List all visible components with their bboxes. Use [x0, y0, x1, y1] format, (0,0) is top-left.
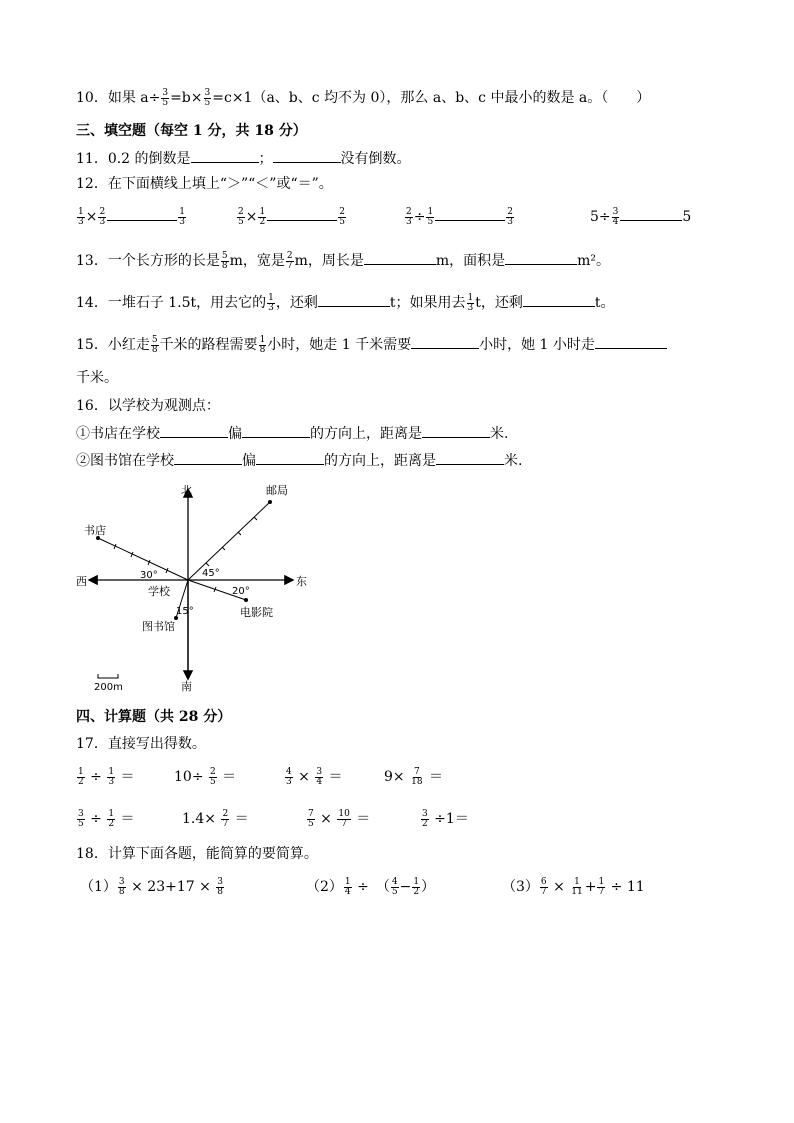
fraction: $\frac{3}{5}$	[204, 87, 211, 108]
answer-blank[interactable]	[160, 423, 228, 438]
map-label-bookstore: 书店	[84, 524, 106, 537]
calc-problem-2: （2） $\frac{1}{4}$ ÷ （ $\frac{4}{5}$ − $\frac{1}{2}$ ）	[306, 876, 436, 897]
calc-problem-3: （3） $\frac{6}{7}$ × $\frac{1}{11}$ + $\frac{1}{7}$ ÷ 11	[502, 876, 645, 897]
answer-blank[interactable]	[174, 450, 242, 465]
answer-blank[interactable]	[191, 148, 259, 163]
calc-item: $\frac{3}{5}$ ÷ $\frac{1}{2}$ ＝	[78, 808, 135, 829]
question-11: 11．0.2 的倒数是 ； 没有倒数。	[76, 148, 411, 169]
map-label-post-office: 邮局	[266, 484, 288, 497]
map-label-north: 北	[181, 484, 192, 497]
compare-expression-3: $\frac{2}{3}$ ÷ $\frac{1}{5}$ $\frac{2}{3}$	[406, 206, 513, 227]
question-13: 13．一个长方形的长是 $\frac{5}{8}$ m，宽是 $\frac{2}{7}$ m，周长是 m，面积是 m²。	[76, 250, 611, 271]
answer-blank[interactable]	[435, 206, 505, 221]
scale-bar	[98, 674, 118, 678]
scale-label: 200m	[94, 682, 123, 693]
angle-30: 30°	[140, 570, 158, 581]
post-office-ray	[188, 502, 270, 580]
question-15-cont: 千米。	[76, 370, 118, 386]
calc-item: 1.4× $\frac{2}{7}$ ＝	[182, 808, 249, 829]
question-17: 17．直接写出得数。	[76, 736, 206, 752]
section-3-heading: 三、填空题（每空 1 分，共 18 分）	[76, 123, 307, 139]
answer-blank[interactable]	[242, 423, 310, 438]
calc-item: 10÷ $\frac{2}{5}$ ＝	[174, 766, 237, 787]
angle-20: 20°	[232, 586, 250, 597]
answer-blank[interactable]	[256, 450, 324, 465]
compare-expression-4: 5÷ $\frac{3}{4}$ 5	[590, 206, 692, 227]
compare-expression-1: $\frac{1}{3}$ × $\frac{2}{3}$ $\frac{1}{3}$	[78, 206, 185, 227]
map-label-cinema: 电影院	[240, 606, 273, 619]
question-15: 15．小红走 $\frac{5}{8}$ 千米的路程需要 $\frac{1}{8}$ 小时，她走 1 千米需要 小时，她 1 小时走	[76, 334, 667, 355]
answer-blank[interactable]	[411, 334, 479, 349]
question-18: 18．计算下面各题，能简算的要简算。	[76, 846, 318, 862]
map-label-library: 图书馆	[142, 620, 175, 633]
calc-item: 9× $\frac{7}{18}$ ＝	[384, 766, 443, 787]
answer-blank[interactable]	[364, 250, 436, 265]
answer-blank[interactable]	[267, 206, 337, 221]
answer-blank[interactable]	[595, 334, 667, 349]
question-14: 14．一堆石子 1.5t，用去它的 $\frac{1}{3}$ ，还剩 t；如果用去 $\frac{1}{3}$ t，还剩 t。	[76, 292, 615, 313]
answer-blank[interactable]	[620, 206, 682, 221]
direction-map	[70, 478, 330, 698]
map-label-south: 南	[181, 680, 192, 693]
question-16-line-1: ①书店在学校 偏 的方向上，距离是 米.	[76, 423, 508, 444]
question-16: 16．以学校为观测点：	[76, 398, 220, 414]
answer-blank[interactable]	[107, 206, 177, 221]
question-16-line-2: ②图书馆在学校 偏 的方向上，距离是 米.	[76, 450, 522, 471]
answer-blank[interactable]	[422, 423, 490, 438]
answer-blank[interactable]	[273, 148, 341, 163]
fraction: $\frac{3}{5}$	[162, 87, 169, 108]
answer-blank[interactable]	[318, 292, 390, 307]
map-label-west: 西	[76, 575, 87, 588]
compare-expression-2: $\frac{2}{5}$ × $\frac{1}{2}$ $\frac{2}{5}$	[238, 206, 345, 227]
answer-blank[interactable]	[523, 292, 595, 307]
answer-blank[interactable]	[436, 450, 504, 465]
angle-45: 45°	[202, 568, 220, 579]
calc-item: $\frac{7}{5}$ × $\frac{10}{7}$ ＝	[308, 808, 371, 829]
calc-item: $\frac{3}{2}$ ÷1＝	[422, 808, 469, 829]
map-label-east: 东	[296, 575, 307, 588]
section-4-heading: 四、计算题（共 28 分）	[76, 709, 232, 725]
angle-15: 15°	[176, 606, 194, 617]
calc-item: $\frac{4}{3}$ × $\frac{3}{4}$ ＝	[286, 766, 343, 787]
calc-problem-1: （1） $\frac{3}{8}$ × 23+17 × $\frac{3}{8}$	[80, 876, 224, 897]
map-label-school: 学校	[148, 585, 170, 598]
calc-item: $\frac{1}{2}$ ÷ $\frac{1}{3}$ ＝	[78, 766, 135, 787]
question-10: 10．如果 a÷ $\frac{3}{5}$ =b× $\frac{3}{5}$ =c×1（a、b、c 均不为 0），那么 a、b、c 中最小的数是 a。（ ）	[76, 87, 651, 108]
answer-blank[interactable]	[505, 250, 577, 265]
question-12: 12．在下面横线上填上“＞”“＜”或“＝”。	[76, 176, 333, 192]
